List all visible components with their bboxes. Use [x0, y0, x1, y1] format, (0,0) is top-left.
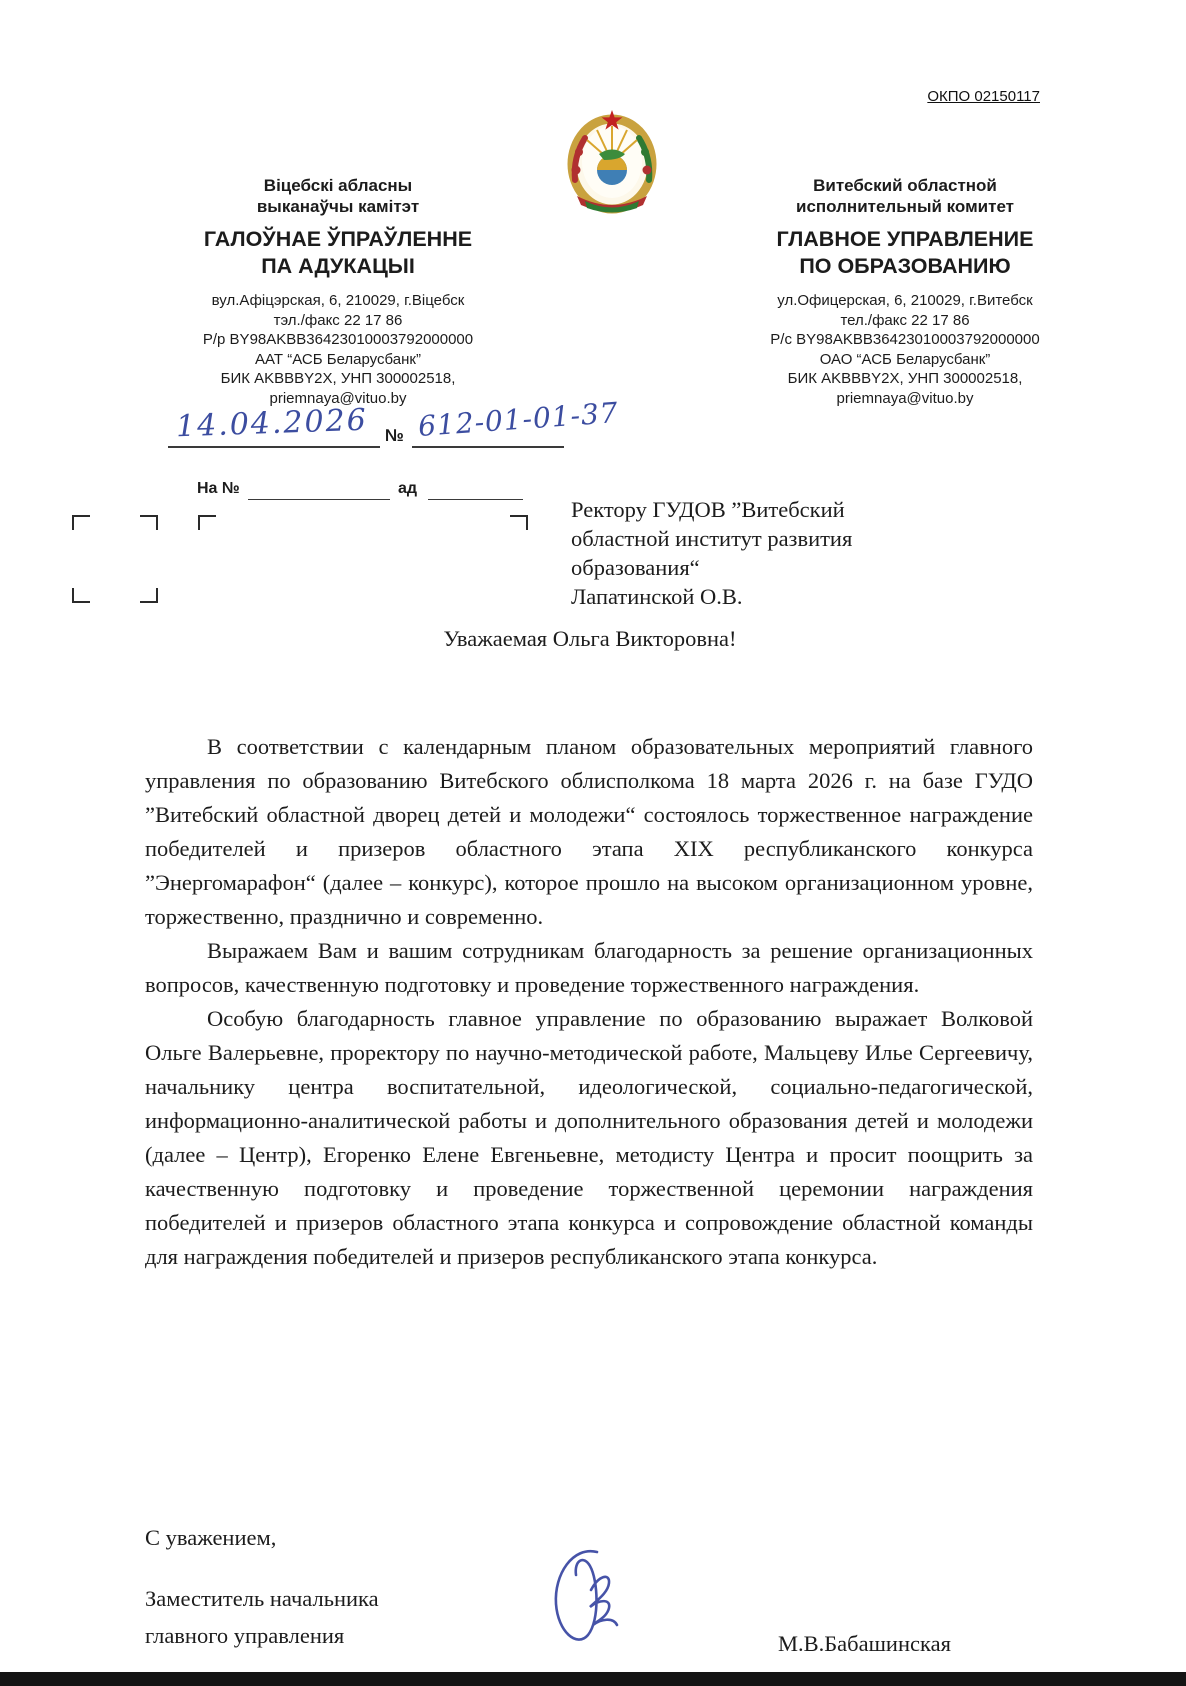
- body-paragraph-3: Особую благодарность главное управление по образованию выражает Волковой Ольге Валерьевне, проректору по научно-методической работе, Мальцеву Илье Сергеевичу, начальнику центра воспитательной, идеологической, социально-педагогической, информационно-аналитической работы и дополнительного образования детей и молодежи (далее – Центр), Егоренко Елене Евгеньевне, методисту Центра и просит поощрить за качественную подготовку и проведение торжественной церемонии награждения победителей и призеров областного этапа конкурса и сопровождение областной команды для награждения победителей и призеров республиканского этапа конкурса.: [145, 1006, 1033, 1269]
- org-bic-unp-by: БИК AKBBBY2X, УНП 300002518,: [220, 370, 456, 387]
- reply-date-blank: [428, 499, 523, 500]
- org-bank-by: ААТ “АСБ Беларусбанк”: [255, 350, 421, 368]
- body-paragraph-1: В соответствии с календарным планом образовательных мероприятий главного управления по образованию Витебского облисполкома 18 марта 2026 г. на базе ГУДО ”Витебский областной дворец детей и молодежи“ состоялось торжественное награждение победителей и призеров областного этапа XIX республиканского конкурса ”Энергомарафон“ (далее – конкурс), которое прошло на высоком организационном уровне, торжественно, празднично и современно.: [145, 734, 1033, 929]
- date-underline: [168, 446, 380, 448]
- corner-mark-bottom-right: [140, 588, 158, 603]
- org-phone-ru: тел./факс 22 17 86: [840, 311, 970, 329]
- okpo-number: ОКПО 02150117: [927, 88, 1040, 105]
- corner-mark-top-right-2: [510, 515, 528, 530]
- number-sign-label: №: [385, 426, 404, 445]
- recipient-block: [571, 495, 901, 611]
- org-account-by: Р/р BY98AKBB36423010003792000000: [202, 331, 474, 348]
- org-department-ru-line1: ГЛАВНОЕ УПРАВЛЕНИЕ: [776, 227, 1034, 251]
- handwritten-date: 14.04.2026: [175, 402, 369, 445]
- signer-position: [145, 1580, 379, 1654]
- reply-number-blank: [248, 499, 390, 500]
- org-account-ru: Р/с BY98AKBB36423010003792000000: [770, 331, 1040, 348]
- header-right-column: [695, 175, 1115, 408]
- org-email-by: priemnaya@vituo.by: [269, 389, 407, 407]
- org-bic-unp-ru: БИК AKBBBY2X, УНП 300002518,: [787, 370, 1023, 387]
- org-department-by-line2: ПА АДУКАЦЫІ: [261, 254, 415, 278]
- org-phone-by: тэл./факс 22 17 86: [273, 311, 403, 329]
- reply-from-date-label: ад: [398, 480, 418, 497]
- scan-bottom-bar: [0, 1672, 1186, 1686]
- handwritten-signature: [545, 1544, 640, 1667]
- recipient-organization: Ректору ГУДОВ ”Витебский областной институт развития образования“: [571, 497, 853, 580]
- recipient-person: Лапатинской О.В.: [571, 584, 743, 609]
- corner-mark-top-right-1: [140, 515, 158, 530]
- body-paragraph-2: Выражаем Вам и вашим сотрудникам благодарность за решение организационных вопросов, качественную подготовку и проведение торжественного награждения.: [145, 938, 1033, 997]
- signer-name: М.В.Бабашинская: [778, 1631, 951, 1656]
- reply-to-number-label: На №: [197, 480, 240, 497]
- org-committee-by-line2: выканаўчы камітэт: [256, 197, 420, 216]
- number-underline: [412, 446, 564, 448]
- belarus-coat-of-arms-icon: [563, 102, 661, 222]
- org-email-ru: priemnaya@vituo.by: [836, 389, 974, 407]
- letter-body: [145, 730, 1033, 1274]
- org-department-by-line1: ГАЛОЎНАЕ ЎПРАЎЛЕННЕ: [203, 227, 473, 251]
- corner-mark-top-left-2: [198, 515, 216, 530]
- signer-position-line1: Заместитель начальника: [145, 1586, 379, 1611]
- org-committee-by-line1: Віцебскі абласны: [263, 176, 413, 195]
- org-department-ru-line2: ПО ОБРАЗОВАНИЮ: [799, 254, 1011, 278]
- closing-regards: С уважением,: [145, 1525, 277, 1550]
- header-left-column: [133, 175, 543, 408]
- corner-mark-top-left-1: [72, 515, 90, 530]
- org-bank-ru: ОАО “АСБ Беларусбанк”: [819, 350, 991, 368]
- signer-position-line2: главного управления: [145, 1623, 345, 1648]
- org-committee-ru-line1: Витебский областной: [813, 176, 997, 195]
- org-address-ru: ул.Офицерская, 6, 210029, г.Витебск: [777, 292, 1033, 309]
- handwritten-outgoing-number: 612-01-01-37: [417, 396, 620, 443]
- salutation: Уважаемая Ольга Викторовна!: [443, 626, 737, 651]
- org-address-by: вул.Афіцэрская, 6, 210029, г.Віцебск: [211, 292, 465, 309]
- corner-mark-bottom-left: [72, 588, 90, 603]
- org-committee-ru-line2: исполнительный комитет: [796, 197, 1014, 216]
